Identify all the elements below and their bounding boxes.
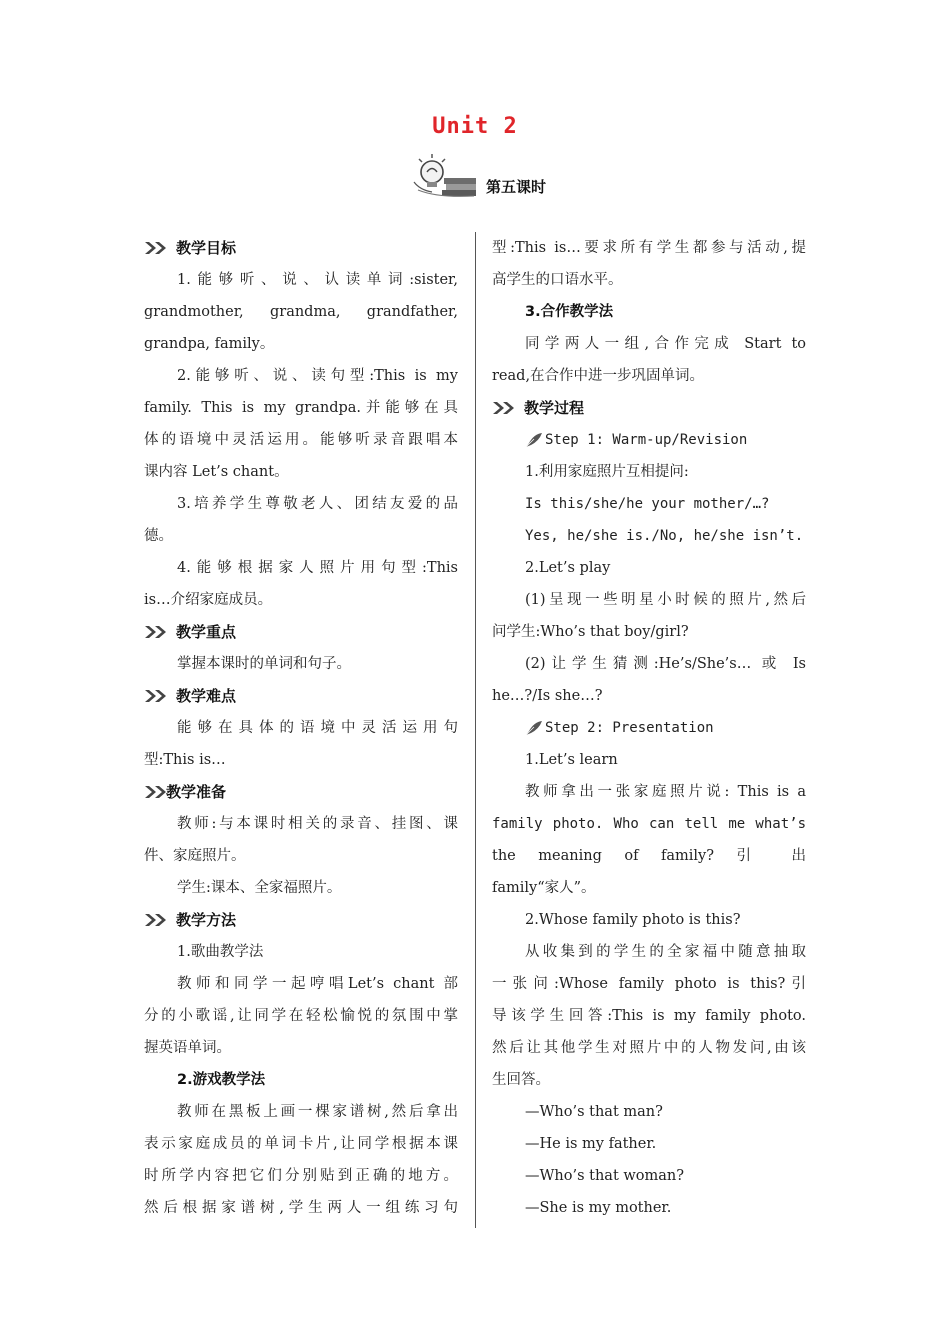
- text-line: 然后根据家谱树,学生两人一组练习句: [144, 1200, 458, 1216]
- text-line: 课内容 Let’s chant。: [144, 464, 289, 480]
- double-chevron-icon: [144, 241, 170, 255]
- text-line: 教师和同学一起哼唱Let’s chant 部: [177, 976, 458, 992]
- right-column: [492, 232, 806, 1224]
- text-line: 教师:与本课时相关的录音、挂图、课: [177, 816, 458, 832]
- lesson-label: 第五课时: [486, 178, 547, 196]
- double-chevron-icon: [492, 401, 518, 415]
- text-line: read,在合作中进一步巩固单词。: [492, 368, 705, 384]
- section-process: [492, 392, 806, 424]
- process-heading: 教学过程: [524, 399, 585, 417]
- column-divider: [475, 232, 476, 1228]
- text-line: 1.Let’s learn: [525, 752, 618, 768]
- text-line: 握英语单词。: [144, 1040, 231, 1056]
- section-methods: [144, 904, 458, 936]
- text-line: 能够在具体的语境中灵活运用句: [177, 720, 458, 736]
- text-line: 德。: [144, 528, 173, 544]
- text-line: 导该学生回答:This is my family photo.: [492, 1008, 806, 1024]
- text-line: grandmother, grandma, grandfather,: [144, 304, 458, 320]
- text-line: 教师拿出一张家庭照片说: This is a: [525, 784, 806, 800]
- text-line: 体的语境中灵活运用。能够听录音跟唱本: [144, 432, 458, 448]
- text-line: 然后让其他学生对照片中的人物发问,由该: [492, 1040, 806, 1056]
- dialogue-line: —He is my father.: [525, 1136, 657, 1152]
- text-line: 件、家庭照片。: [144, 848, 246, 864]
- step-title: Step 2: Presentation: [545, 720, 714, 736]
- left-column: [144, 232, 458, 1224]
- text-line: 一张问:Whose family photo is this?引: [492, 976, 806, 992]
- text-line: 分的小歌谣,让同学在轻松愉悦的氛围中掌: [144, 1008, 458, 1024]
- objectives-heading: 教学目标: [176, 239, 237, 257]
- text-line: 教师在黑板上画一棵家谱树,然后拿出: [177, 1104, 458, 1120]
- text-line: is…介绍家庭成员。: [144, 592, 273, 608]
- method-title: 1.歌曲教学法: [177, 944, 264, 960]
- dialogue-line: —Who’s that man?: [525, 1104, 663, 1120]
- double-chevron-icon: [144, 689, 170, 703]
- section-objectives: [144, 232, 458, 264]
- text-line: 掌握本课时的单词和句子。: [177, 656, 351, 672]
- text-line: 3.培养学生尊敬老人、团结友爱的品: [177, 496, 458, 512]
- text-line: (2)让学生猜测:He’s/She’s… 或 Is: [525, 656, 806, 672]
- text-line: grandpa, family。: [144, 336, 275, 352]
- method-title: 2.游戏教学法: [177, 1072, 266, 1088]
- text-line: 1.能够听、说、认读单词:sister,: [177, 272, 458, 288]
- text-line: he…?/Is she…?: [492, 688, 603, 704]
- step-heading: [492, 712, 806, 744]
- page-title: Unit 2: [432, 114, 518, 139]
- text-line: 型:This is…要求所有学生都参与活动,提: [492, 240, 806, 256]
- text-line: 型:This is…: [144, 752, 226, 768]
- quill-pen-icon: [525, 432, 543, 448]
- dialogue-line: —Who’s that woman?: [525, 1168, 685, 1184]
- text-line: 高学生的口语水平。: [492, 272, 623, 288]
- text-line: 学生:课本、全家福照片。: [177, 880, 342, 896]
- text-line: (1)呈现一些明星小时候的照片,然后: [525, 592, 806, 608]
- text-line: 2.能够听、说、读句型:This is my: [177, 368, 458, 384]
- section-preparation: [144, 776, 458, 808]
- quill-pen-icon: [525, 720, 543, 736]
- text-line: 问学生:Who’s that boy/girl?: [492, 624, 689, 640]
- text-line: the meaning of family? 引 出: [492, 848, 806, 864]
- preparation-heading: 教学准备: [166, 783, 227, 801]
- method-title: 3.合作教学法: [525, 304, 614, 320]
- section-difficulties: [144, 680, 458, 712]
- double-chevron-icon: [144, 913, 170, 927]
- key-points-heading: 教学重点: [176, 623, 237, 641]
- dialogue-line: —She is my mother.: [525, 1200, 672, 1216]
- double-chevron-icon: [144, 785, 170, 799]
- double-chevron-icon: [144, 625, 170, 639]
- text-line: Yes, he/she is./No, he/she isn’t.: [525, 528, 804, 544]
- lesson-header: [410, 154, 570, 198]
- step-title: Step 1: Warm-up/Revision: [545, 432, 748, 448]
- text-line: 生回答。: [492, 1072, 550, 1088]
- text-line: 从收集到的学生的全家福中随意抽取: [525, 944, 806, 960]
- text-line: 2.Let’s play: [525, 560, 611, 576]
- text-line: 同学两人一组,合作完成 Start to: [525, 336, 806, 352]
- step-heading: [492, 424, 806, 456]
- text-line: family“家人”。: [492, 880, 596, 896]
- text-line: 1.利用家庭照片互相提问:: [525, 464, 689, 480]
- methods-heading: 教学方法: [176, 911, 237, 929]
- text-line: 4.能够根据家人照片用句型:This: [177, 560, 458, 576]
- difficulties-heading: 教学难点: [176, 687, 237, 705]
- text-line: family photo. Who can tell me what’s: [492, 816, 806, 832]
- text-line: family. This is my grandpa.并能够在具: [144, 400, 458, 416]
- section-key-points: [144, 616, 458, 648]
- text-line: Is this/she/he your mother/…?: [525, 496, 770, 512]
- text-line: 2.Whose family photo is this?: [525, 912, 741, 928]
- text-line: 时所学内容把它们分别贴到正确的地方。: [144, 1168, 458, 1184]
- lightbulb-books-icon: [410, 154, 482, 198]
- text-line: 表示家庭成员的单词卡片,让同学根据本课: [144, 1136, 458, 1152]
